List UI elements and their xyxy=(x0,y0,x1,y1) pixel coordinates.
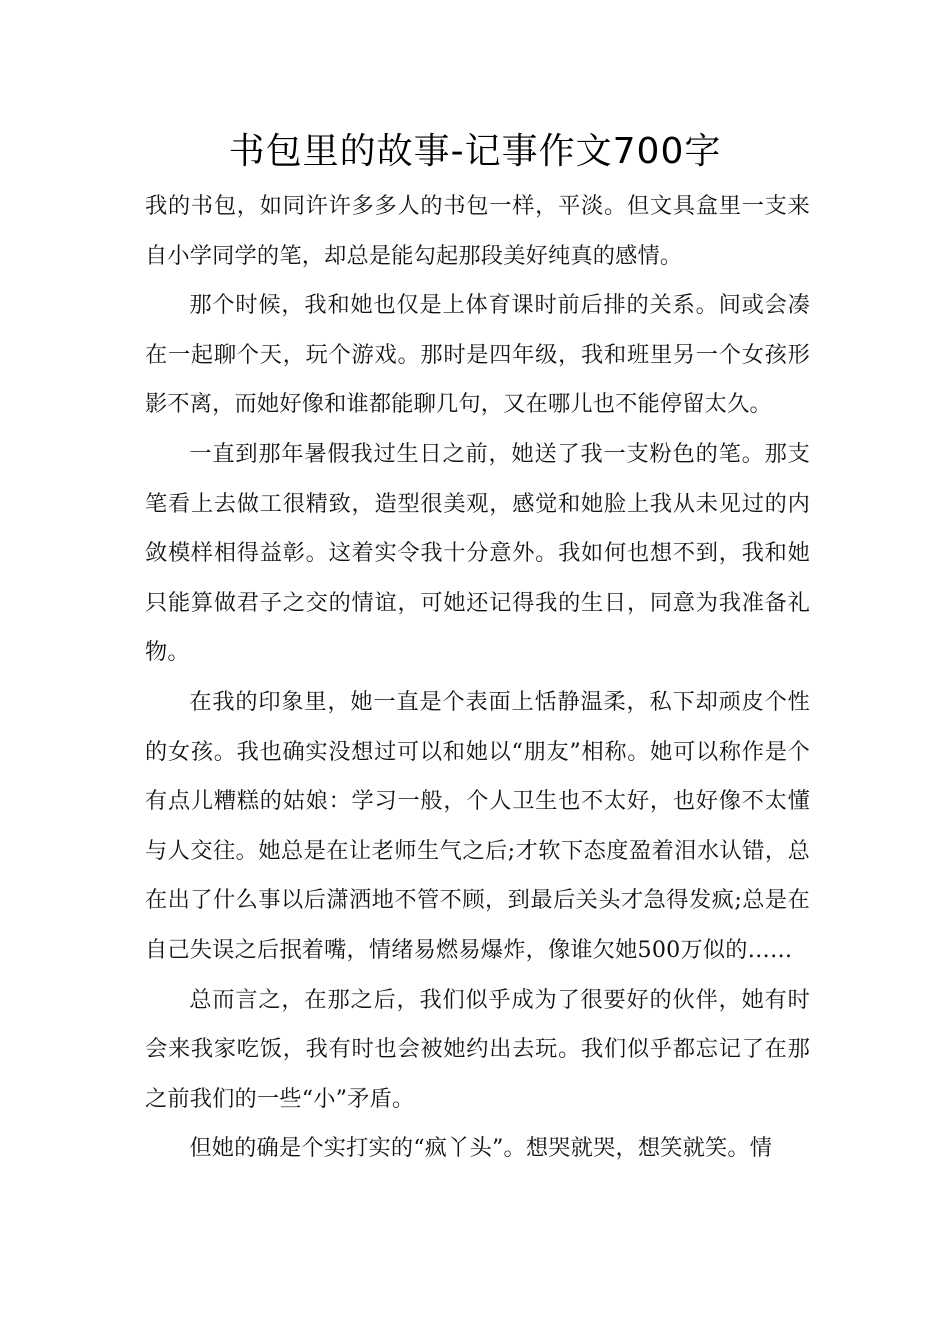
paragraph-2: 那个时候，我和她也仅是上体育课时前后排的关系。间或会凑在一起聊个天，玩个游戏。那时是四年级，我和班里另一个女孩形影不离，而她好像和谁都能聊几句，又在哪儿也不能停留太久。 xyxy=(145,292,810,418)
paragraph-3: 一直到那年暑假我过生日之前，她送了我一支粉色的笔。那支笔看上去做工很精致，造型很美观，感觉和她脸上我从未见过的内敛模样相得益彰。这着实令我十分意外。我如何也想不到，我和她只能算做君子之交的情谊，可她还记得我的生日，同意为我准备礼物。 xyxy=(145,440,810,666)
paragraph-5: 总而言之，在那之后，我们似乎成为了很要好的伙伴，她有时会来我家吃饭，我有时也会被她约出去玩。我们似乎都忘记了在那之前我们的一些“小”矛盾。 xyxy=(145,986,810,1112)
paragraph-6: 但她的确是个实打实的“疯丫头”。想哭就哭，想笑就笑。情 xyxy=(189,1135,773,1162)
paragraph-1: 我的书包，如同许许多多人的书包一样，平淡。但文具盒里一支来自小学同学的笔，却总是能勾起那段美好纯真的感情。 xyxy=(145,193,810,269)
document-title: 书包里的故事-记事作文700字 xyxy=(228,131,722,172)
document-body xyxy=(145,182,810,1174)
paragraph-4: 在我的印象里，她一直是个表面上恬静温柔，私下却顽皮个性的女孩。我也确实没想过可以和她以“朋友”相称。她可以称作是个有点儿糟糕的姑娘：学习一般，个人卫生也不太好，也好像不太懂与人交往。她总是在让老师生气之后;才软下态度盈着泪水认错，总在出了什么事以后潇洒地不管不顾，到最后关头才急得发疯;总是在自己失误之后抿着嘴，情绪易燃易爆炸，像谁欠她500万似的…… xyxy=(145,688,810,963)
